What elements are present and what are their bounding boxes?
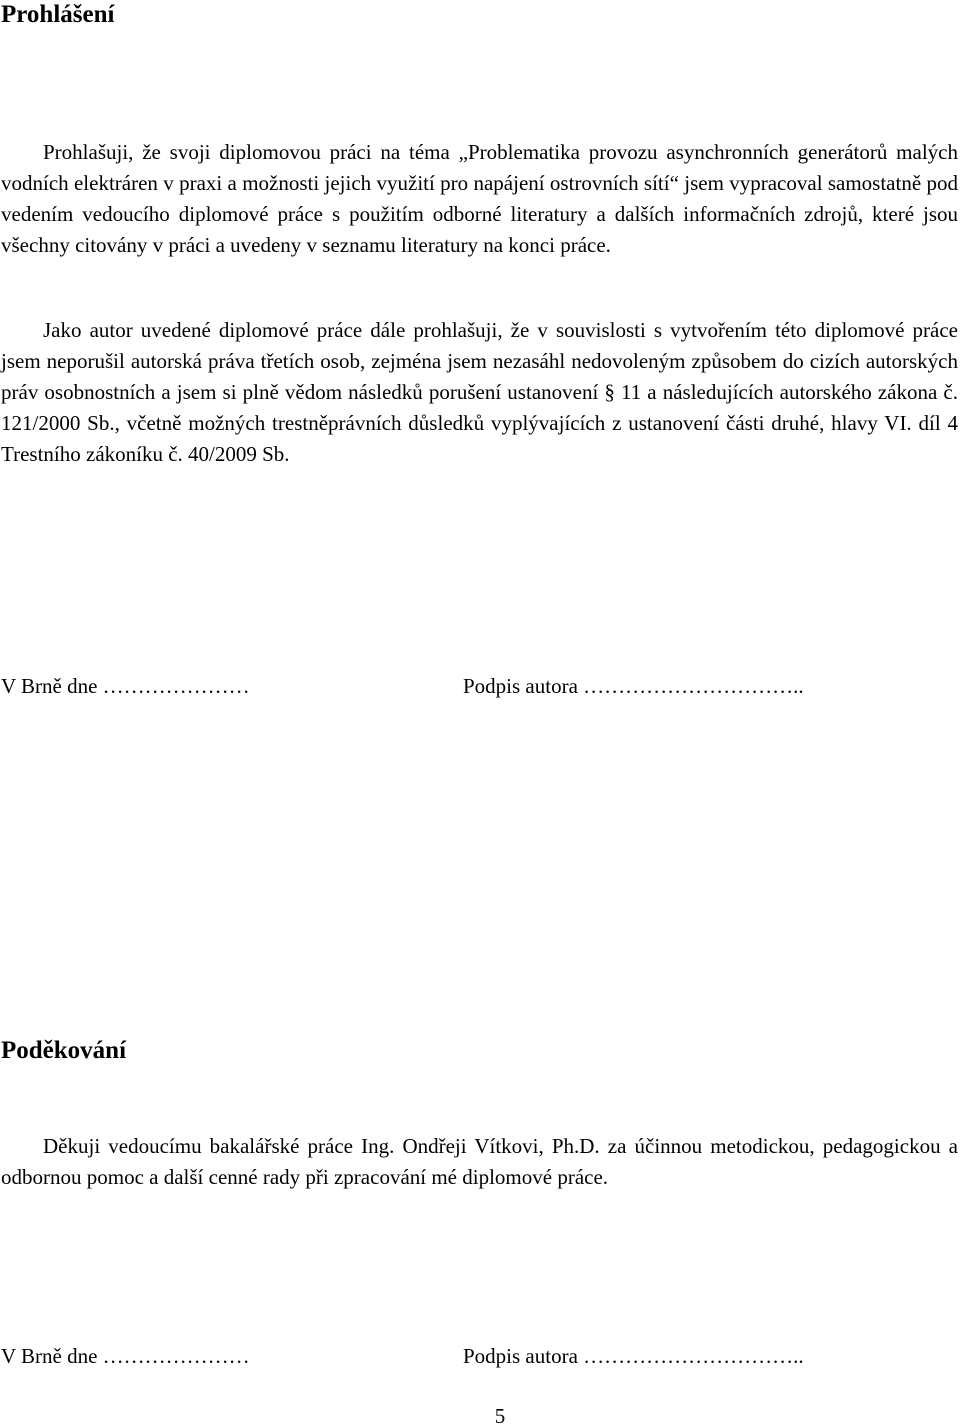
declaration-paragraph-2: Jako autor uvedené diplomové práce dále prohlašuji, že v souvislosti s vytvořením této diplomové práce jsem neporušil autorská práva třetích osob, zejména jsem nezasáhl nedovoleným způsobem do cizích autorských práv osobnostních a jsem si plně vědom následků porušení ustanovení § 11 a následujících autorského zákona č. 121/2000 Sb., včetně možných trestněprávních důsledků vyplývajících z ustanovení části druhé, hlavy VI. díl 4 Trestního zákoníku č. 40/2009 Sb. [1, 318, 958, 466]
page-number: 5 [494, 1404, 506, 1428]
acknowledgement-heading: Poděkování [1, 1037, 127, 1064]
acknowledgement-paragraph: Děkuji vedoucímu bakalářské práce Ing. Ondřeji Vítkovi, Ph.D. za účinnou metodickou, pedagogickou a odbornou pomoc a další cenné rady při zpracování mé diplomové práce. [1, 1134, 958, 1189]
author-signature-line: Podpis autora ………………………….. [463, 674, 804, 698]
author-signature-line: Podpis autora ………………………….. [463, 1344, 804, 1368]
acknowledgement-signature-line [1, 1341, 958, 1371]
place-date-line: V Brně dne ………………… [1, 674, 250, 698]
declaration-paragraph-1: Prohlašuji, že svoji diplomovou práci na téma „Problematika provozu asynchronních generátorů malých vodních elektráren v praxi a možnosti jejich využití pro napájení ostrovních sítí“ jsem vypracoval samostatně pod vedením vedoucího diplomové práce s použitím odborné literatury a dalších informačních zdrojů, které jsou všechny citovány v práci a uvedeny v seznamu literatury na konci práce. [1, 140, 958, 257]
place-date-line: V Brně dne ………………… [1, 1344, 250, 1368]
declaration-signature-line [1, 671, 958, 701]
declaration-heading: Prohlášení [1, 1, 115, 28]
